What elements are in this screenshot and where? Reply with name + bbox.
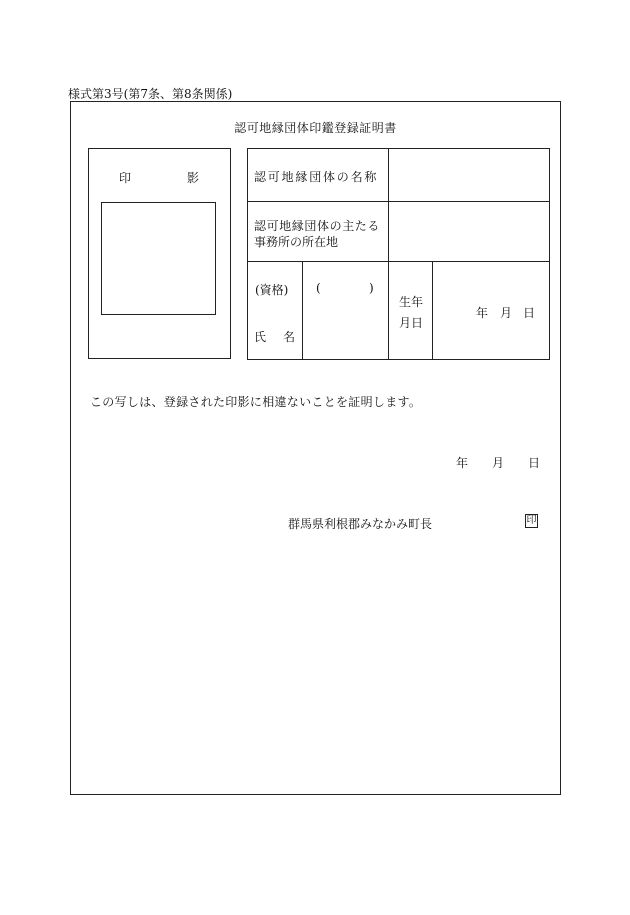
issue-month-unit: 月 [492,456,505,470]
qualification-paren-close: ) [369,281,374,295]
office-location-label-line1: 認可地縁団体の主たる [254,219,381,233]
office-location-label-line2: 事務所の所在地 [254,235,339,249]
office-location-value [389,202,549,261]
official-seal-mark: 印 [526,515,537,526]
document-title: 認可地縁団体印鑑登録証明書 [234,121,397,135]
seal-label-left: 印 [119,171,132,185]
form-number-label: 様式第3号(第7条、第8条関係) [68,87,233,101]
group-name-value [389,149,549,201]
issue-year-unit: 年 [456,456,469,470]
qualification-label: (資格) [255,283,289,297]
birth-label-line2: 月日 [399,316,424,330]
group-name-label: 認可地縁団体の名称 [254,170,379,184]
birth-month-unit: 月 [500,306,513,320]
seal-label-right: 影 [187,171,200,185]
name-label-char1: 氏 [254,330,267,344]
qualification-paren-open: ( [316,281,321,295]
seal-impression-area [101,202,216,315]
certification-text: この写しは、登録された印影に相違ないことを証明します。 [90,395,422,409]
birth-day-unit: 日 [523,306,536,320]
birth-year-unit: 年 [476,306,489,320]
birth-label-line1: 生年 [399,295,424,309]
issuer-name: 群馬県利根郡みなかみ町長 [288,517,433,531]
name-label-char2: 名 [283,330,296,344]
issue-day-unit: 日 [528,456,541,470]
